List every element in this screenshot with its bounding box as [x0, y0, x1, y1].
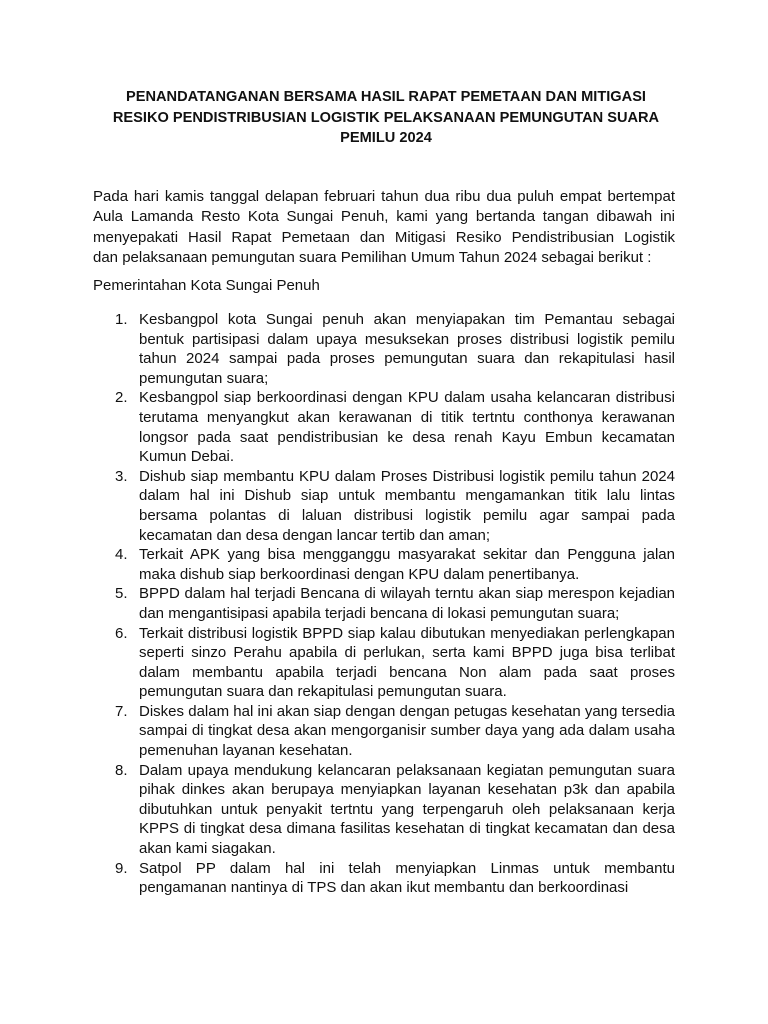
list-item-number: 8. [115, 761, 128, 779]
list-item [93, 545, 675, 584]
list-item [93, 859, 675, 898]
list-item-text: Dishub siap membantu KPU dalam Proses Distribusi logistik pemilu tahun 2024 dalam hal ini Dishub siap untuk membantu mengamankan titik lalu lintas bersama polantas di laluan distribusi logistik pemilu agar sampai pada kecamatan dan desa dengan lancar tertib dan aman; [139, 467, 675, 544]
section-heading: Pemerintahan Kota Sungai Penuh [93, 277, 320, 294]
list-item-text: Kesbangpol kota Sungai penuh akan menyiapakan tim Pemantau sebagai bentuk partisipasi dalam upaya mesuksekan proses distribusi logistik pemilu tahun 2024 sampai pada proses pemungutan suara dan rekapitulasi hasil pemungutan suara; [139, 311, 675, 387]
list-item-number: 5. [115, 585, 128, 603]
list-item [93, 310, 675, 388]
list-item-number: 9. [115, 859, 128, 877]
list-item-text: Dalam upaya mendukung kelancaran pelaksanaan kegiatan pemungutan suara pihak dinkes akan berupaya menyiapkan layanan kesehatan p3k dan apabila dibutuhkan untuk penyakit tertntu yang terpengaruh oleh pelaksanaan kerja KPPS di tingkat desa dimana fasilitas kesehatan di tingkat kecamatan dan desa akan kami siagakan. [139, 761, 675, 858]
intro-paragraph [93, 187, 675, 269]
list-item-number: 7. [115, 702, 128, 720]
intro-line: menyepakati Hasil Rapat Pemetaan dan Mitigasi Resiko Pendistribusian Logistik [93, 228, 675, 246]
title-line: PENANDATANGANAN BERSAMA HASIL RAPAT PEMETAAN DAN MITIGASI [126, 89, 646, 105]
title-line: PEMILU 2024 [340, 130, 432, 146]
title-line: RESIKO PENDISTRIBUSIAN LOGISTIK PELAKSANAAN PEMUNGUTAN SUARA [112, 109, 660, 126]
list-item [93, 467, 675, 545]
list-item [93, 388, 675, 466]
list-item-text: Satpol PP dalam hal ini telah menyiapkan Linmas untuk membantu pengamanan nantinya di TPS dan akan ikut membantu dan berkoordinasi [139, 859, 675, 897]
intro-line: Pada hari kamis tanggal delapan februari tahun dua ribu dua puluh empat bertempat [93, 188, 675, 205]
list-item-text: Diskes dalam hal ini akan siap dengan dengan petugas kesehatan yang tersedia sampai di tingkat desa akan mengorganisir sumber daya yang ada dalam usaha pemenuhan layanan kesehatan. [139, 702, 675, 760]
list-item-text: Terkait APK yang bisa mengganggu masyarakat sekitar dan Pengguna jalan maka dishub siap berkoordinasi dengan KPU dalam penertibanya. [139, 546, 675, 583]
list-item-text: Kesbangpol siap berkoordinasi dengan KPU dalam usaha kelancaran distribusi terutama menyangkut akan kerawanan di titik tertntu conthonya kerawanan longsor pada saat pendistribusian ke desa renah Kayu Embun kecamatan Kumun Debai. [139, 389, 675, 466]
intro-line: Aula Lamanda Resto Kota Sungai Penuh, kami yang bertanda tangan dibawah ini [93, 208, 675, 226]
list-item [93, 624, 675, 702]
intro-line: dan pelaksanaan pemungutan suara Pemilihan Umum Tahun 2024 sebagai berikut : [93, 249, 652, 267]
list-item-number: 6. [115, 624, 128, 642]
list-item-text: BPPD dalam hal terjadi Bencana di wilayah terntu akan siap merespon kejadian dan mengantisipasi apabila terjadi bencana di lokasi pemungutan suara; [139, 585, 675, 622]
list-item-number: 4. [115, 546, 128, 564]
document-title [84, 87, 688, 149]
list-item [93, 584, 675, 623]
list-item-number: 1. [115, 311, 128, 328]
list-item-number: 3. [115, 467, 128, 485]
agreement-list [93, 310, 675, 898]
list-item [93, 761, 675, 859]
list-item-text: Terkait distribusi logistik BPPD siap kalau dibutukan menyediakan perlengkapan seperti sinzo Perahu apabila di perlukan, serta kami BPPD juga bisa terlibat dalam membantu apabila terjadi bencana Non alam pada saat proses pemungutan suara dan rekapitulasi pemungutan suara. [139, 624, 675, 701]
list-item-number: 2. [115, 389, 128, 407]
list-item [93, 702, 675, 761]
